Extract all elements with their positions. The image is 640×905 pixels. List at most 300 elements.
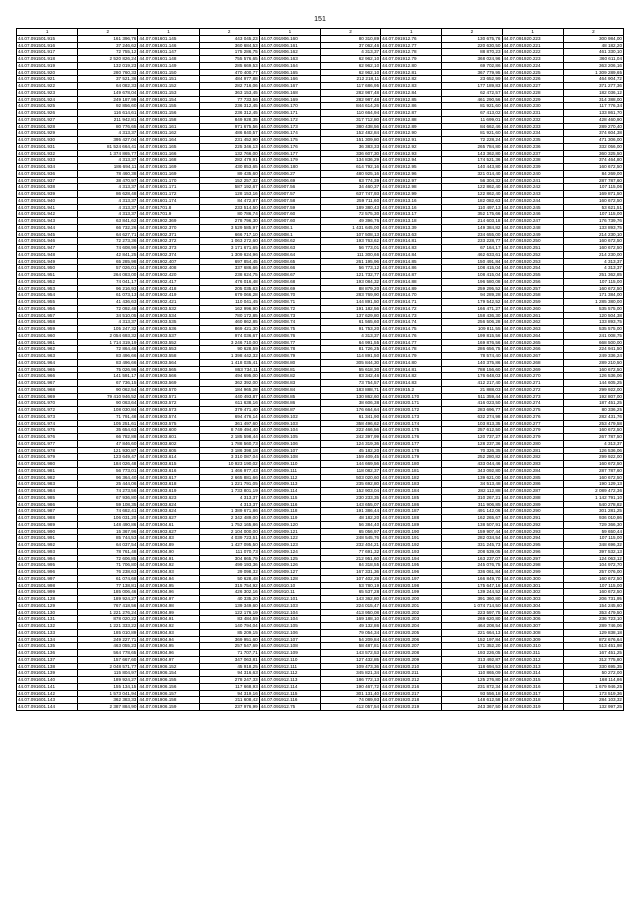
account-code-cell: 44.07.091920.283 — [502, 461, 563, 468]
amount-cell: 282 034,54 — [442, 535, 502, 542]
account-code-cell: 44.07.091913.39 — [381, 224, 442, 231]
account-code-cell: 44.07.091501.991 — [17, 535, 78, 542]
amount-cell: 160 672,50 — [563, 238, 623, 245]
amount-cell: 160 672,50 — [563, 164, 623, 171]
amount-cell: 269 620,80 — [442, 616, 502, 623]
table-row — [17, 184, 624, 191]
amount-cell: 96 364,40 — [78, 474, 138, 481]
amount-cell: 869 421,30 — [199, 326, 259, 333]
account-code-cell: 44.07.091920.209 — [381, 656, 442, 663]
account-code-cell: 44.07.091920.282 — [502, 454, 563, 461]
amount-cell: 107 115,06 — [563, 184, 623, 191]
account-code-cell: 44.07.091501.999 — [17, 589, 78, 596]
account-code-cell: 44.07.091912.86 — [381, 103, 442, 110]
account-code-cell: 44.07.091904.94 — [138, 636, 199, 643]
account-code-cell: 44.07.091908.73 — [259, 312, 320, 319]
amount-cell: 127 432,85 — [320, 656, 380, 663]
account-code-cell: 44.07.091903.534 — [138, 312, 199, 319]
table-row — [17, 656, 624, 663]
amount-cell: 133 893,75 — [563, 319, 623, 326]
account-code-cell: 44.07.091908.64 — [259, 251, 320, 258]
account-code-cell: 44.07.091903.602 — [138, 440, 199, 447]
amount-cell: 463 055,23 — [78, 643, 138, 650]
account-code-cell: 44.07.091912.88 — [381, 116, 442, 123]
amount-cell: 470 400,77 — [199, 69, 259, 76]
account-code-cell: 44.07.091920.295 — [502, 542, 563, 549]
amount-cell: 863 734,11 — [199, 366, 259, 373]
account-code-cell: 44.07.091920.293 — [502, 528, 563, 535]
account-code-cell: 44.07.091601.130 — [17, 609, 78, 616]
account-code-cell: 44.07.091920.175 — [381, 427, 442, 434]
account-code-cell: 44.07.091908.85 — [259, 393, 320, 400]
table-row — [17, 407, 624, 414]
amount-cell: 2 054 693,32 — [78, 332, 138, 339]
table-row — [17, 616, 624, 623]
amount-cell: 971 675,56 — [199, 123, 259, 130]
amount-cell: 4 313,37 — [78, 211, 138, 218]
table-row — [17, 231, 624, 238]
table-row — [17, 123, 624, 130]
account-code-cell: 44.07.091914.79 — [381, 353, 442, 360]
account-code-cell: 44.07.091914.75 — [381, 326, 442, 333]
column-header: 1 — [502, 29, 563, 36]
account-code-cell: 44.07.091920.236 — [502, 143, 563, 150]
amount-cell: 88 879,20 — [320, 285, 380, 292]
amount-cell: 282 479,91 — [199, 157, 259, 164]
amount-cell: 535 575,00 — [563, 305, 623, 312]
account-code-cell: 44.07.091501.956 — [17, 305, 78, 312]
amount-cell: 40 335,20 — [199, 596, 259, 603]
account-code-cell: 44.07.091920.303 — [502, 596, 563, 603]
account-code-cell: 44.07.091909.107 — [259, 447, 320, 454]
amount-cell: 311 906,85 — [442, 501, 502, 508]
amount-cell: 109 811,55 — [442, 326, 502, 333]
amount-cell: 358 496,62 — [320, 420, 380, 427]
amount-cell: 148 612,58 — [442, 697, 502, 704]
account-code-cell: 44.07.091601.170 — [138, 177, 199, 184]
account-code-cell: 44.07.091920.306 — [502, 616, 563, 623]
account-code-cell: 44.07.091906.171 — [259, 110, 320, 117]
amount-cell: 143 362,80 — [442, 150, 502, 157]
amount-cell: 106 031,20 — [78, 515, 138, 522]
amount-cell: 62 962,10 — [320, 56, 380, 63]
amount-cell: 380 438,56 — [320, 123, 380, 130]
account-code-cell: 44.07.091904.61 — [138, 521, 199, 528]
amount-cell: 107 115,00 — [563, 535, 623, 542]
amount-cell: 611 638,16 — [199, 400, 259, 407]
account-code-cell: 44.07.091920.254 — [502, 265, 563, 272]
account-code-cell: 44.07.091903.573 — [138, 407, 199, 414]
amount-cell: 173 519,36 — [563, 690, 623, 697]
account-code-cell: 44.07.091903.566 — [138, 373, 199, 380]
table-row — [17, 285, 624, 292]
account-code-cell: 44.07.091920.225 — [502, 69, 563, 76]
account-code-cell: 44.07.091906.172 — [259, 116, 320, 123]
account-code-cell: 44.07.091920.296 — [502, 548, 563, 555]
amount-cell: 81 726,25 — [320, 346, 380, 353]
table-row — [17, 251, 624, 258]
account-code-cell: 44.07.091501.983 — [17, 481, 78, 488]
table-row — [17, 643, 624, 650]
amount-cell: 115 804,97 — [78, 670, 138, 677]
account-code-cell: 44.07.091909.104 — [259, 427, 320, 434]
account-code-cell: 44.07.091920.187 — [381, 508, 442, 515]
amount-cell: 45 182,20 — [320, 447, 380, 454]
table-row — [17, 312, 624, 319]
amount-cell: 183 888,71 — [320, 386, 380, 393]
amount-cell: 109 473,36 — [320, 663, 380, 670]
account-code-cell: 44.07.091909.121 — [259, 528, 320, 535]
amount-cell: 42 841,25 — [78, 251, 138, 258]
table-row — [17, 197, 624, 204]
account-code-cell: 44.07.091601.166 — [138, 150, 199, 157]
amount-cell: 464 208,54 — [442, 623, 502, 630]
account-code-cell: 44.07.091501.918 — [17, 56, 78, 63]
amount-cell: 679 066,28 — [199, 292, 259, 299]
amount-cell: 166 471,27 — [442, 305, 502, 312]
account-code-cell: 44.07.091920.315 — [502, 677, 563, 684]
amount-cell: 72 092,48 — [78, 305, 138, 312]
account-code-cell: 44.07.091912.76 — [381, 35, 442, 42]
amount-cell: 4 313,37 — [78, 319, 138, 326]
amount-cell: 4 313,37 — [78, 184, 138, 191]
account-code-cell: 44.07.091601.137 — [17, 656, 78, 663]
amount-cell: 755 576,65 — [199, 56, 259, 63]
table-row — [17, 258, 624, 265]
amount-cell: 111 300,66 — [320, 251, 380, 258]
account-code-cell: 44.07.091920.284 — [502, 467, 563, 474]
amount-cell: 2 104 000,00 — [199, 528, 259, 535]
account-code-cell: 44.07.091601.155 — [138, 103, 199, 110]
amount-cell: 84 318,55 — [320, 562, 380, 569]
account-code-cell: 44.07.091912.97 — [381, 177, 442, 184]
amount-cell: 872 676,64 — [563, 636, 623, 643]
amount-cell: 936 010,86 — [563, 515, 623, 522]
account-code-cell: 44.07.091501.969 — [17, 393, 78, 400]
account-code-cell: 44.07.091907.60 — [259, 211, 320, 218]
account-code-cell: 44.07.091909.128 — [259, 575, 320, 582]
account-code-cell: 44.07.091920.178 — [381, 447, 442, 454]
table-row — [17, 542, 624, 549]
account-code-cell: 44.07.091501.921 — [17, 76, 78, 83]
amount-cell: 248 545,76 — [320, 535, 380, 542]
table-row — [17, 346, 624, 353]
amount-cell: 347 063,81 — [199, 656, 259, 663]
account-code-cell: 44.07.091902.419 — [138, 292, 199, 299]
account-code-cell: 44.07.091501.976 — [17, 434, 78, 441]
amount-cell: 236 312,45 — [199, 103, 259, 110]
table-row — [17, 670, 624, 677]
amount-cell: 143 655,07 — [320, 501, 380, 508]
amount-cell: 289 746,06 — [563, 623, 623, 630]
amount-cell: 1 374 865,77 — [78, 150, 138, 157]
account-code-cell: 44.07.091920.179 — [381, 454, 442, 461]
account-code-cell: 44.07.091908.79 — [259, 353, 320, 360]
amount-cell: 289 210,50 — [563, 359, 623, 366]
amount-cell: 118 082,37 — [320, 467, 380, 474]
account-code-cell: 44.07.091904.95 — [138, 582, 199, 589]
amount-cell: 64 627,71 — [78, 231, 138, 238]
account-code-cell: 44.07.091912.92 — [381, 143, 442, 150]
account-code-cell: 44.07.091501.932 — [17, 150, 78, 157]
account-code-cell: 44.07.091501.977 — [17, 440, 78, 447]
account-code-cell: 44.07.091501.993 — [17, 548, 78, 555]
amount-cell: 224 941,50 — [563, 346, 623, 353]
account-code-cell: 44.07.091909.103 — [259, 420, 320, 427]
amount-cell: 59 108,35 — [78, 501, 138, 508]
amount-cell: 300 984,00 — [563, 35, 623, 42]
account-code-cell: 44.07.091920.202 — [381, 609, 442, 616]
amount-cell: 104 972,70 — [563, 562, 623, 569]
account-code-cell: 44.07.091908.75 — [259, 326, 320, 333]
amount-cell: 160 672,50 — [563, 366, 623, 373]
amount-cell: 243 367,50 — [442, 704, 502, 711]
account-code-cell: 44.07.091920.270 — [502, 373, 563, 380]
account-code-cell: 44.07.091501.996 — [17, 569, 78, 576]
table-row — [17, 623, 624, 630]
table-row — [17, 697, 624, 704]
table-row — [17, 488, 624, 495]
amount-cell: 440 493,87 — [199, 393, 259, 400]
amount-cell: 132 019,23 — [78, 62, 138, 69]
account-code-cell: 44.07.091913.16 — [381, 204, 442, 211]
amount-cell: 186 694,11 — [78, 164, 138, 171]
amount-cell: 160 672,50 — [563, 427, 623, 434]
amount-cell: 368 024,96 — [442, 56, 502, 63]
account-code-cell: 44.07.091903.569 — [138, 380, 199, 387]
amount-cell: 2 185 598,44 — [199, 434, 259, 441]
account-code-cell: 44.07.091906.157 — [138, 690, 199, 697]
table-row — [17, 461, 624, 468]
amount-cell: 83 484,59 — [199, 616, 259, 623]
amount-cell: 141 591,17 — [78, 373, 138, 380]
account-code-cell: 44.07.091906.156 — [138, 683, 199, 690]
amount-cell: 397 532,13 — [563, 548, 623, 555]
table-row — [17, 548, 624, 555]
account-code-cell: 44.07.091903.553 — [138, 346, 199, 353]
account-code-cell: 44.07.091907.59 — [259, 204, 320, 211]
account-code-cell: 44.07.091501.979 — [17, 454, 78, 461]
account-code-cell: 44.07.091501.997 — [17, 575, 78, 582]
account-code-cell: 44.07.091902.371 — [138, 231, 199, 238]
account-code-cell: 44.07.091906.159 — [138, 704, 199, 711]
amount-cell: 50 628,48 — [199, 575, 259, 582]
amount-cell: 1 285 380,00 — [563, 299, 623, 306]
amount-cell: 230 233,35 — [320, 494, 380, 501]
amount-cell: 4 313,37 — [199, 501, 259, 508]
account-code-cell: 44.07.091920.250 — [502, 238, 563, 245]
amount-cell: 176 739,76 — [563, 218, 623, 225]
account-code-cell: 44.07.091909.125 — [259, 555, 320, 562]
table-row — [17, 474, 624, 481]
amount-cell: 140 443,80 — [442, 164, 502, 171]
amount-cell: 2 048 571,77 — [78, 663, 138, 670]
amount-cell: 249 227,71 — [78, 636, 138, 643]
amount-cell: 62 472,57 — [442, 89, 502, 96]
table-row — [17, 380, 624, 387]
account-code-cell: 44.07.091914.80 — [381, 359, 442, 366]
amount-cell: 374 604,38 — [563, 130, 623, 137]
amount-cell: 108 415,04 — [442, 272, 502, 279]
account-code-cell: 44.07.091920.242 — [502, 184, 563, 191]
amount-cell: 74 682,41 — [78, 508, 138, 515]
account-code-cell: 44.07.091902.407 — [138, 258, 199, 265]
table-row — [17, 191, 624, 198]
amount-cell: 1 714 319,19 — [78, 339, 138, 346]
table-row — [17, 69, 624, 76]
amount-cell: 878 020,22 — [78, 616, 138, 623]
amount-cell: 480 925,16 — [320, 170, 380, 177]
account-code-cell: 44.07.091501.965 — [17, 366, 78, 373]
account-code-cell: 44.07.091601.133 — [17, 629, 78, 636]
account-code-cell: 44.07.091906.27 — [259, 170, 320, 177]
table-row — [17, 35, 624, 42]
amount-cell: 132 766,00 — [199, 150, 259, 157]
account-code-cell: 44.07.091909.110 — [259, 461, 320, 468]
amount-cell: 162 996,90 — [199, 305, 259, 312]
account-code-cell: 44.07.091920.241 — [502, 177, 563, 184]
account-code-cell: 44.07.091920.255 — [502, 272, 563, 279]
account-code-cell: 44.07.091914.81 — [381, 366, 442, 373]
account-code-cell: 44.07.091906.162 — [259, 49, 320, 56]
account-code-cell: 44.07.091501.972 — [17, 407, 78, 414]
amount-cell: 264 083,00 — [78, 272, 138, 279]
amount-cell: 122 862,40 — [442, 184, 502, 191]
account-code-cell: 44.07.091601.164 — [138, 137, 199, 144]
amount-cell: 251 362,85 — [563, 272, 623, 279]
account-code-cell: 44.07.091501.930 — [17, 137, 78, 144]
amount-cell: 540 278,82 — [563, 501, 623, 508]
account-code-cell: 44.07.091909.124 — [259, 548, 320, 555]
amount-cell: 315 754,92 — [199, 582, 259, 589]
amount-cell: 133 861,70 — [563, 110, 623, 117]
account-code-cell: 44.07.091906.168 — [259, 89, 320, 96]
amount-cell: 71 707,71 — [199, 650, 259, 657]
amount-cell: 116 614,61 — [78, 110, 138, 117]
amount-cell: 1 389 671,86 — [199, 508, 259, 515]
account-code-cell: 44.07.091920.222 — [502, 49, 563, 56]
amount-cell: 301 281,25 — [563, 508, 623, 515]
account-code-cell: 44.07.091501.973 — [17, 413, 78, 420]
amount-cell: 196 580,08 — [442, 278, 502, 285]
amount-cell: 34 460,37 — [320, 184, 380, 191]
account-code-cell: 44.07.091920.318 — [502, 697, 563, 704]
account-code-cell: 44.07.091501.944 — [17, 224, 78, 231]
table-row — [17, 137, 624, 144]
account-code-cell: 44.07.091903.624 — [138, 508, 199, 515]
account-code-cell: 44.07.091908.69 — [259, 285, 320, 292]
account-code-cell: 44.07.091912.104 — [259, 616, 320, 623]
amount-cell: 61 565,60 — [320, 319, 380, 326]
amount-cell: 666 717,10 — [199, 231, 259, 238]
amount-cell: 257 547,69 — [199, 643, 259, 650]
account-code-cell: 44.07.091920.170 — [381, 393, 442, 400]
amount-cell: 343 092,80 — [442, 467, 502, 474]
amount-cell: 169 188,10 — [320, 616, 380, 623]
account-code-cell: 44.07.091906.69 — [259, 177, 320, 184]
amount-cell: 74 273,56 — [78, 488, 138, 495]
amount-cell: 144 605,25 — [563, 380, 623, 387]
account-code-cell: 44.07.091920.313 — [502, 663, 563, 670]
amount-cell: 37 246,62 — [78, 42, 138, 49]
account-code-cell: 44.07.091906.166 — [259, 76, 320, 83]
account-code-cell: 44.07.091903.601 — [138, 434, 199, 441]
amount-cell: 81 921,60 — [442, 130, 502, 137]
amount-cell: 214 230,10 — [563, 231, 623, 238]
account-table-container — [16, 28, 624, 711]
account-code-cell: 44.07.091912.85 — [381, 96, 442, 103]
account-code-cell: 44.07.091920.200 — [381, 596, 442, 603]
account-code-cell: 44.07.091913.16 — [381, 197, 442, 204]
account-code-cell: 44.07.091908.82 — [259, 373, 320, 380]
amount-cell: 149 678,04 — [78, 89, 138, 96]
amount-cell: 64 082,33 — [78, 83, 138, 90]
account-code-cell: 44.07.091920.219 — [381, 704, 442, 711]
account-code-cell: 44.07.091920.253 — [502, 258, 563, 265]
amount-cell: 4 313,37 — [320, 49, 380, 56]
amount-cell: 2 089 472,36 — [563, 488, 623, 495]
amount-cell: 61 073,13 — [78, 292, 138, 299]
amount-cell: 81 921,60 — [442, 103, 502, 110]
account-code-cell: 44.07.091920.287 — [502, 488, 563, 495]
table-row — [17, 177, 624, 184]
amount-cell: 140 794,04 — [199, 623, 259, 630]
account-code-cell: 44.07.091909.112 — [259, 474, 320, 481]
amount-cell: 168 114,86 — [563, 677, 623, 684]
amount-cell: 48 182,20 — [563, 42, 623, 49]
table-row — [17, 130, 624, 137]
account-code-cell: 44.07.091914.78 — [381, 346, 442, 353]
account-code-cell: 44.07.091920.223 — [502, 35, 563, 42]
account-code-cell: 44.07.091920.217 — [381, 690, 442, 697]
amount-cell: 363 153,45 — [199, 89, 259, 96]
account-code-cell: 44.07.091920.279 — [502, 427, 563, 434]
amount-cell: 236 312,45 — [199, 110, 259, 117]
account-code-cell: 44.07.091920.173 — [381, 413, 442, 420]
account-code-cell: 44.07.091914.88 — [381, 278, 442, 285]
account-code-cell: 44.07.091912.90 — [381, 130, 442, 137]
amount-cell: 74 041,17 — [78, 278, 138, 285]
account-code-cell: 44.07.091906.161 — [259, 42, 320, 49]
amount-cell: 3 246 710,00 — [199, 339, 259, 346]
amount-cell: 128 153,16 — [199, 191, 259, 198]
account-code-cell: 44.07.091904.97 — [138, 656, 199, 663]
account-code-cell: 44.07.091914.89 — [381, 285, 442, 292]
amount-cell: 41 436,63 — [78, 299, 138, 306]
amount-cell: 90 062,54 — [78, 386, 138, 393]
amount-cell: 1 142 791,10 — [563, 494, 623, 501]
account-code-cell: 44.07.091601.141 — [17, 683, 78, 690]
amount-cell: 3 310 087,04 — [199, 454, 259, 461]
amount-cell: 313 492,87 — [442, 656, 502, 663]
account-code-cell: 44.07.091904.96 — [138, 589, 199, 596]
amount-cell: 56 773,12 — [320, 265, 380, 272]
amount-cell: 3 171 671,65 — [199, 245, 259, 252]
amount-cell: 118 694,53 — [442, 663, 502, 670]
account-code-cell: 44.07.091914.83 — [381, 380, 442, 387]
amount-cell: 360 325,50 — [563, 150, 623, 157]
amount-cell: 70 326,35 — [442, 447, 502, 454]
amount-cell: 62 962,10 — [320, 69, 380, 76]
account-code-cell: 44.07.091920.299 — [502, 569, 563, 576]
amount-cell: 167 331,36 — [320, 569, 380, 576]
amount-cell: 4 313,37 — [78, 204, 138, 211]
amount-cell: 282 987,48 — [320, 96, 380, 103]
account-code-cell: 44.07.091912.98 — [381, 184, 442, 191]
account-code-cell: 44.07.091920.212 — [381, 677, 442, 684]
account-code-cell: 44.07.091920.276 — [502, 413, 563, 420]
account-code-cell: 44.07.091501.989 — [17, 521, 78, 528]
